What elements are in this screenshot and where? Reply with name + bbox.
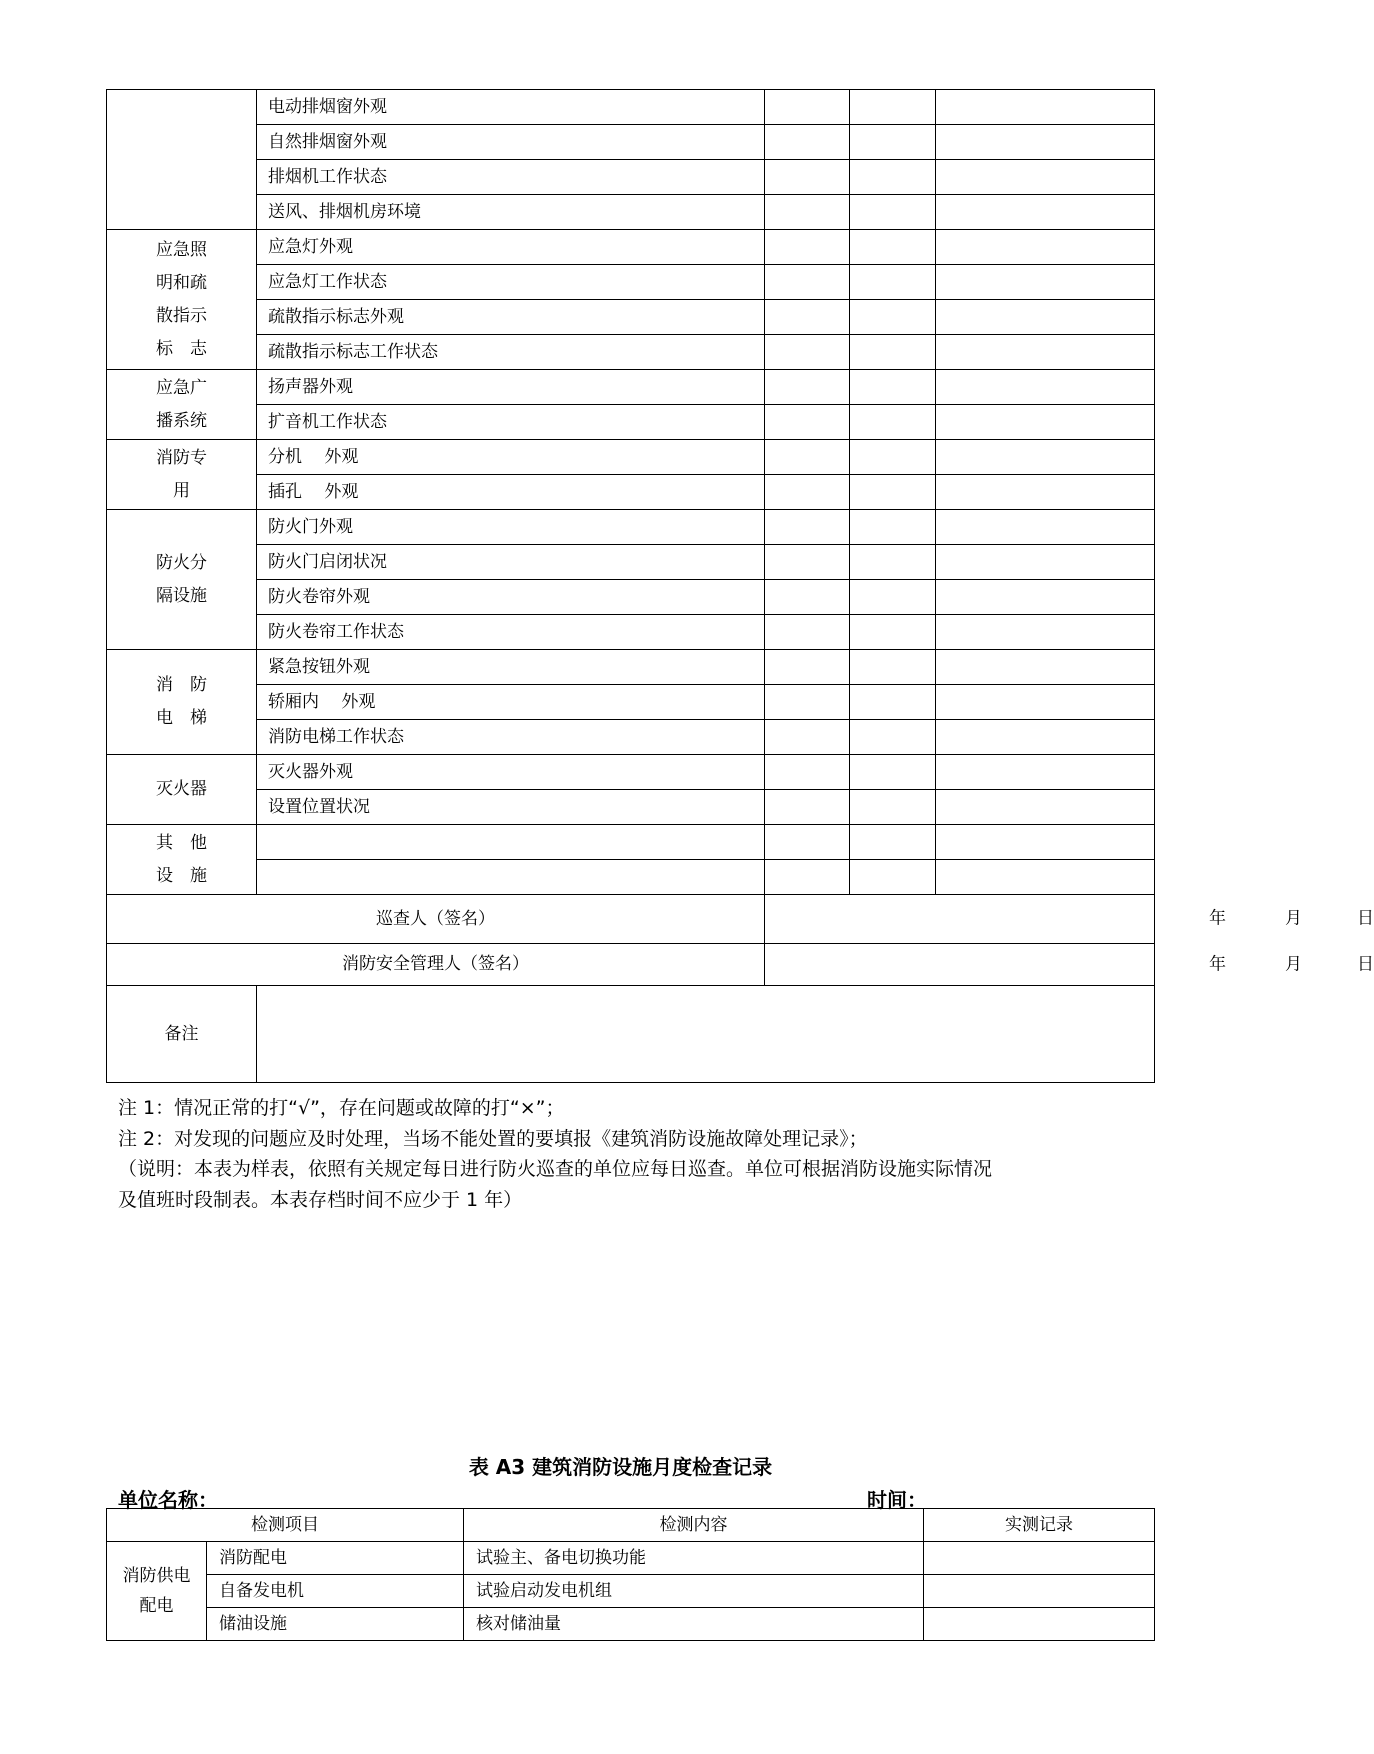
remark-cell[interactable] [936,125,1155,160]
check-cell[interactable] [765,405,850,440]
check-cell[interactable] [850,825,936,860]
check-cell[interactable] [765,265,850,300]
table-row [107,860,1155,895]
table-row [107,685,1155,720]
sub-item: 储油设施 [207,1608,464,1641]
category-cell [107,440,257,510]
sub-item: 消防配电 [207,1542,464,1575]
category-cell [107,650,257,755]
inspection-item: 电动排烟窗外观 [257,90,765,125]
check-cell[interactable] [850,475,936,510]
category-cell [107,370,257,440]
check-cell[interactable] [765,370,850,405]
table-row [107,580,1155,615]
remarks-label: 备注 [107,986,257,1083]
table-row [107,265,1155,300]
inspection-item: 轿厢内 外观 [257,685,765,720]
remark-cell[interactable] [936,790,1155,825]
check-cell[interactable] [765,195,850,230]
table-row [107,650,1155,685]
inspection-item: 防火卷帘外观 [257,580,765,615]
check-cell[interactable] [765,160,850,195]
check-cell[interactable] [765,335,850,370]
table-row [107,790,1155,825]
table-row [107,615,1155,650]
check-cell[interactable] [850,685,936,720]
header-record: 实测记录 [924,1509,1155,1542]
notes [118,1093,1138,1215]
remark-cell[interactable] [936,195,1155,230]
inspection-item [257,825,765,860]
remark-cell[interactable] [936,510,1155,545]
category-cell [107,90,257,230]
inspection-item: 自然排烟窗外观 [257,125,765,160]
date-year: 年 [1209,954,1226,974]
sub-item: 自备发电机 [207,1575,464,1608]
inspection-item: 应急灯工作状态 [257,265,765,300]
inspection-item: 防火卷帘工作状态 [257,615,765,650]
table-row [107,475,1155,510]
remark-cell[interactable] [936,370,1155,405]
check-cell[interactable] [850,510,936,545]
inspection-item: 疏散指示标志外观 [257,300,765,335]
table-row [107,370,1155,405]
table-row [107,160,1155,195]
note-2: 注 2：对发现的问题应及时处理，当场不能处置的要填报《建筑消防设施故障处理记录》； [118,1127,868,1150]
check-cell[interactable] [850,230,936,265]
inspection-item: 消防电梯工作状态 [257,720,765,755]
check-cell[interactable] [765,230,850,265]
note-1: 注 1：情况正常的打“√”，存在问题或故障的打“×”； [118,1097,565,1119]
time-label: 时间： [867,1488,927,1512]
table-row [107,300,1155,335]
table-row [107,125,1155,160]
inspection-item: 扩音机工作状态 [257,405,765,440]
remark-cell[interactable] [936,405,1155,440]
remark-cell[interactable] [936,685,1155,720]
check-cell[interactable] [850,195,936,230]
table-row [107,720,1155,755]
table-row [107,545,1155,580]
category-line: 应急照 [156,239,207,260]
header-item: 检测项目 [107,1509,464,1542]
check-cell[interactable] [765,685,850,720]
inspection-item: 疏散指示标志工作状态 [257,335,765,370]
check-cell[interactable] [765,475,850,510]
record-cell[interactable] [924,1542,1155,1575]
table-row [107,825,1155,860]
record-cell[interactable] [924,1608,1155,1641]
check-cell[interactable] [850,545,936,580]
manager-date-cell[interactable] [765,944,1374,986]
inspector-signature-label: 巡查人（签名） [107,895,765,944]
daily-inspection-table [106,89,1374,1083]
table-row [107,510,1155,545]
check-cell[interactable] [765,860,850,895]
check-cell[interactable] [765,720,850,755]
check-cell[interactable] [850,580,936,615]
inspection-item: 紧急按钮外观 [257,650,765,685]
inspection-item: 插孔 外观 [257,475,765,510]
table-row [107,335,1155,370]
check-cell[interactable] [850,265,936,300]
category-line: 电 梯 [156,708,207,728]
manager-signature-label: 消防安全管理人（签名） [107,944,765,986]
check-cell[interactable] [765,440,850,475]
check-cell[interactable] [765,545,850,580]
remark-cell[interactable] [936,825,1155,860]
check-cell[interactable] [765,755,850,790]
table-row [107,1608,1155,1641]
table-row [107,1542,1155,1575]
check-cell[interactable] [765,580,850,615]
check-cell[interactable] [765,510,850,545]
check-cell[interactable] [765,90,850,125]
inspection-item: 灭火器外观 [257,755,765,790]
inspection-item: 排烟机工作状态 [257,160,765,195]
remark-cell[interactable] [936,90,1155,125]
category-line: 配电 [139,1596,174,1616]
category-line: 隔设施 [156,585,207,606]
check-cell[interactable] [765,300,850,335]
remark-cell[interactable] [936,335,1155,370]
monthly-inspection-table [106,1508,1155,1641]
table-row [107,440,1155,475]
category-cell [107,510,257,650]
category-line: 标 志 [156,338,207,359]
table-row [107,195,1155,230]
check-cell[interactable] [850,755,936,790]
remark-cell[interactable] [936,475,1155,510]
category-line: 用 [173,480,190,501]
table-row [107,90,1155,125]
test-content: 试验主、备电切换功能 [464,1542,924,1575]
test-content: 试验启动发电机组 [464,1575,924,1608]
check-cell[interactable] [850,440,936,475]
inspection-item: 设置位置状况 [257,790,765,825]
remarks-field[interactable] [257,986,1155,1083]
remark-cell[interactable] [936,755,1155,790]
remark-cell[interactable] [936,615,1155,650]
category-cell [107,825,257,895]
category-line: 播系统 [156,410,207,431]
check-cell[interactable] [765,790,850,825]
check-cell[interactable] [850,650,936,685]
check-cell[interactable] [765,650,850,685]
category-line: 消防专 [156,447,207,468]
remark-cell[interactable] [936,860,1155,895]
category-line: 应急广 [156,377,207,398]
check-cell[interactable] [850,300,936,335]
table-row [107,755,1155,790]
remark-cell[interactable] [936,720,1155,755]
inspection-item: 防火门外观 [257,510,765,545]
category-line: 设 施 [156,865,207,886]
date-day: 日 [1357,908,1374,929]
check-cell[interactable] [850,370,936,405]
remark-cell[interactable] [936,440,1155,475]
category-line: 散指示 [156,305,207,326]
check-cell[interactable] [850,405,936,440]
date-day: 日 [1357,954,1374,974]
check-cell[interactable] [850,90,936,125]
table-row [107,1575,1155,1608]
remark-cell[interactable] [936,160,1155,195]
remark-cell[interactable] [936,265,1155,300]
note-4: 及值班时段制表。本表存档时间不应少于 1 年） [118,1188,523,1211]
category-line: 防火分 [156,552,207,573]
table-row [107,230,1155,265]
date-month: 月 [1285,908,1302,929]
category-line: 其 他 [156,832,207,853]
category-line: 灭火器 [156,779,207,799]
category-cell [107,230,257,370]
remark-cell[interactable] [936,580,1155,615]
check-cell[interactable] [765,615,850,650]
remark-cell[interactable] [936,230,1155,265]
check-cell[interactable] [850,720,936,755]
category-line: 明和疏 [156,272,207,293]
category-cell [107,755,257,825]
inspection-item: 应急灯外观 [257,230,765,265]
inspector-date-cell[interactable] [765,895,1374,944]
category-line: 消防供电 [122,1566,191,1586]
inspection-item [257,860,765,895]
header-content: 检测内容 [464,1509,924,1542]
remark-cell[interactable] [936,650,1155,685]
inspection-item: 扬声器外观 [257,370,765,405]
remark-cell[interactable] [936,300,1155,335]
unit-name-label: 单位名称： [118,1488,218,1512]
category-cell [107,1542,207,1641]
check-cell[interactable] [765,125,850,160]
check-cell[interactable] [765,825,850,860]
check-cell[interactable] [850,860,936,895]
inspection-item: 防火门启闭状况 [257,545,765,580]
test-content: 核对储油量 [464,1608,924,1641]
date-year: 年 [1209,908,1226,929]
record-cell[interactable] [924,1575,1155,1608]
date-month: 月 [1285,954,1302,974]
table-row [107,405,1155,440]
note-3: （说明：本表为样表，依照有关规定每日进行防火巡查的单位应每日巡查。单位可根据消防设施实际情况 [118,1158,993,1180]
check-cell[interactable] [850,790,936,825]
check-cell[interactable] [850,160,936,195]
check-cell[interactable] [850,335,936,370]
check-cell[interactable] [850,615,936,650]
table-a3-title: 表 A3 建筑消防设施月度检查记录 [468,1455,773,1479]
inspection-item: 分机 外观 [257,440,765,475]
inspection-item: 送风、排烟机房环境 [257,195,765,230]
check-cell[interactable] [850,125,936,160]
category-line: 消 防 [156,675,207,695]
remark-cell[interactable] [936,545,1155,580]
